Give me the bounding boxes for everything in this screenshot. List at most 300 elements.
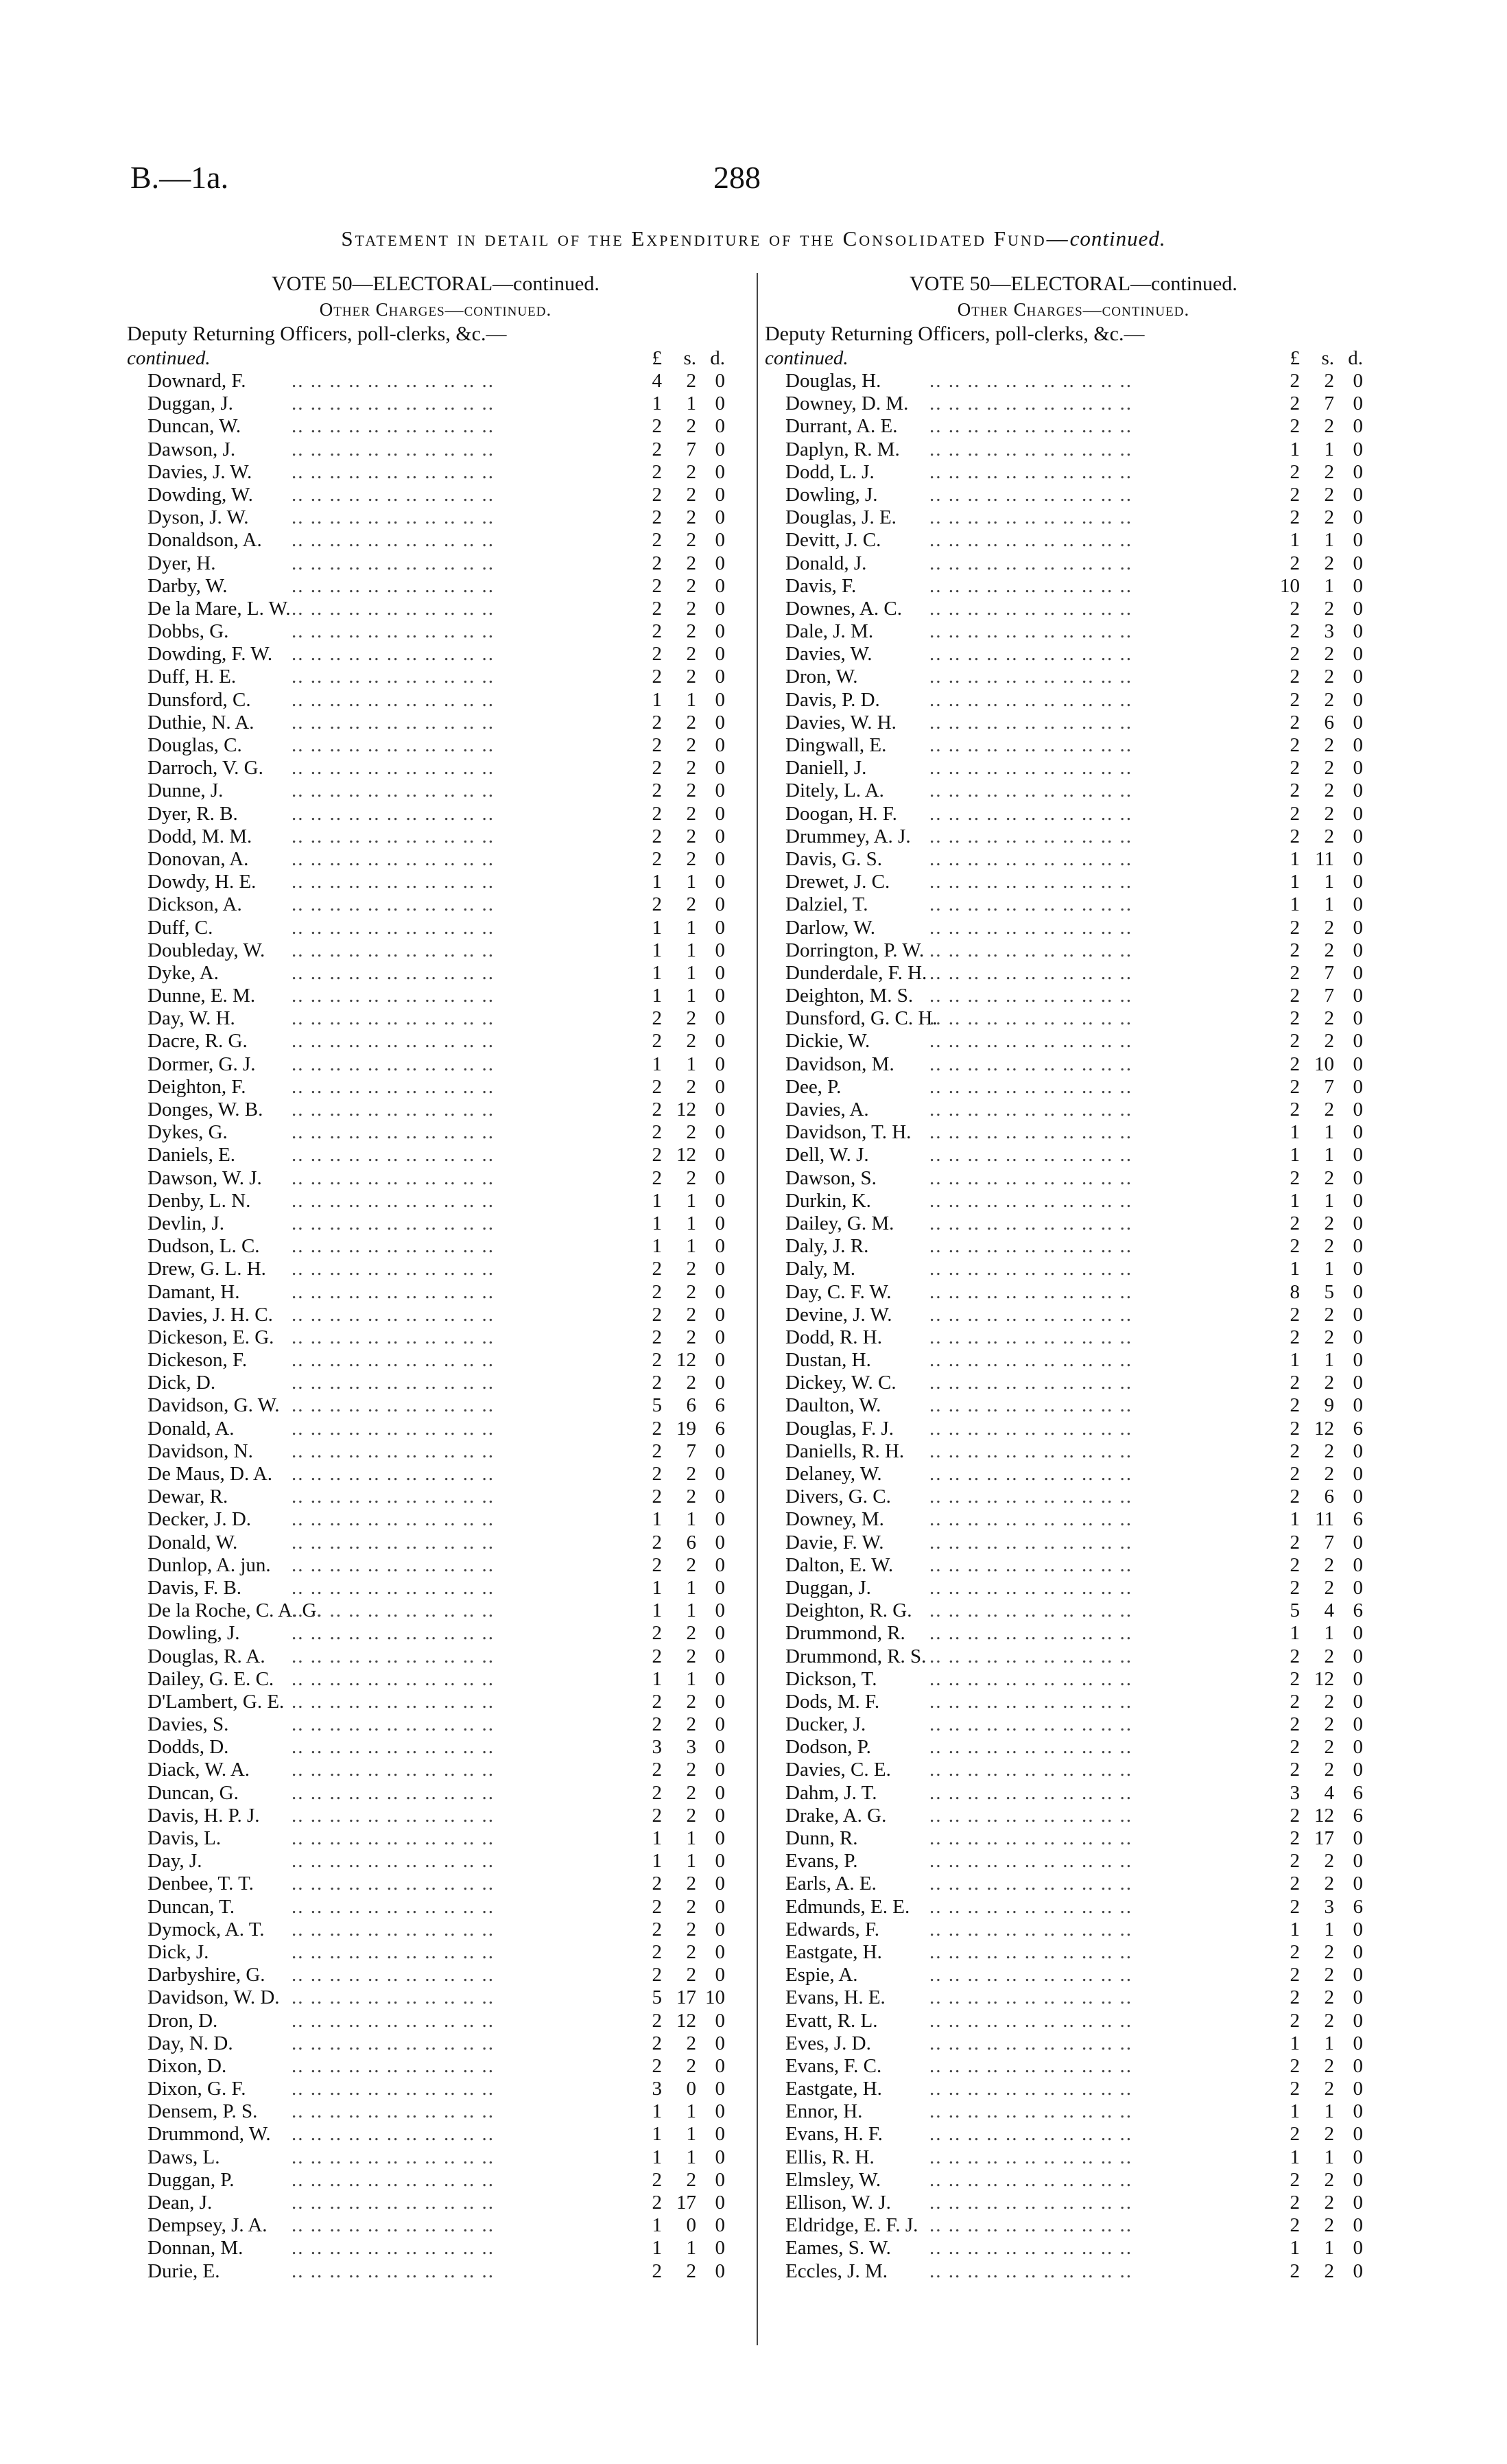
- pounds-cell: 2: [652, 1030, 662, 1053]
- pence-cell: 0: [715, 415, 725, 438]
- pence-cell: 0: [715, 779, 725, 802]
- table-row: [765, 1212, 1382, 1235]
- table-row: [765, 1167, 1382, 1190]
- shillings-cell: 2: [686, 757, 696, 779]
- table-row: [127, 2055, 744, 2078]
- table-row: [765, 620, 1382, 643]
- pounds-cell: 2: [1290, 1372, 1300, 1394]
- shillings-cell: 2: [686, 1372, 696, 1394]
- pounds-cell: 1: [652, 1053, 662, 1075]
- pence-cell: 0: [1353, 460, 1363, 483]
- payee-name: Douglas, C.: [147, 734, 242, 756]
- table-row: [765, 1645, 1382, 1668]
- pounds-cell: 2: [1290, 2054, 1300, 2077]
- table-row: [127, 392, 744, 415]
- leader-dots: .. .. .. .. .. .. .. .. .. .. ..: [292, 1940, 495, 1963]
- leader-dots: .. .. .. .. .. .. .. .. .. .. ..: [929, 460, 1132, 483]
- shillings-cell: 2: [686, 2032, 696, 2054]
- pounds-cell: 2: [652, 1121, 662, 1144]
- pounds-cell: 1: [652, 2214, 662, 2237]
- leader-dots: .. .. .. .. .. .. .. .. .. .. ..: [292, 1599, 495, 1622]
- leader-dots: .. .. .. .. .. .. .. .. .. .. ..: [292, 1280, 495, 1303]
- leader-dots: .. .. .. .. .. .. .. .. .. .. ..: [929, 779, 1132, 802]
- table-row: [127, 1508, 744, 1531]
- leader-dots: .. .. .. .. .. .. .. .. .. .. ..: [929, 415, 1132, 438]
- table-row: [127, 620, 744, 643]
- table-row: [765, 1782, 1382, 1805]
- table-row: [765, 1394, 1382, 1417]
- shillings-cell: 1: [1324, 2032, 1334, 2054]
- leader-dots: .. .. .. .. .. .. .. .. .. .. ..: [292, 939, 495, 961]
- shillings-cell: 2: [1324, 1303, 1334, 1326]
- pounds-cell: 2: [652, 1099, 662, 1120]
- pounds-cell: 2: [1290, 1166, 1300, 1189]
- pounds-cell: 2: [1290, 939, 1300, 961]
- leader-dots: .. .. .. .. .. .. .. .. .. .. ..: [929, 1713, 1132, 1736]
- pounds-cell: 2: [1290, 1326, 1300, 1348]
- pence-cell: 0: [1353, 847, 1363, 870]
- leader-dots: .. .. .. .. .. .. .. .. .. .. ..: [292, 1030, 495, 1053]
- table-row: [127, 1486, 744, 1508]
- pence-cell: 0: [715, 1280, 725, 1303]
- table-row: [765, 1440, 1382, 1463]
- table-row: [127, 2032, 744, 2055]
- leader-dots: .. .. .. .. .. .. .. .. .. .. ..: [929, 1759, 1132, 1781]
- pence-cell: 0: [1353, 1827, 1363, 1849]
- leader-dots: .. .. .. .. .. .. .. .. .. .. ..: [292, 1486, 495, 1508]
- pence-cell: 0: [715, 1850, 725, 1873]
- pence-cell: 0: [715, 1622, 725, 1645]
- pounds-cell: 1: [652, 1189, 662, 1212]
- pence-cell: 0: [1353, 1850, 1363, 1873]
- pounds-cell: 2: [1290, 1486, 1300, 1508]
- pounds-cell: 1: [652, 939, 662, 961]
- leader-dots: .. .. .. .. .. .. .. .. .. .. ..: [929, 2009, 1132, 2032]
- shillings-cell: 2: [1324, 1736, 1334, 1759]
- leader-dots: .. .. .. .. .. .. .. .. .. .. ..: [929, 916, 1132, 939]
- pounds-cell: 2: [652, 734, 662, 756]
- pence-cell: 0: [715, 1918, 725, 1940]
- shillings-cell: 6: [686, 1394, 696, 1417]
- leader-dots: .. .. .. .. .. .. .. .. .. .. ..: [929, 620, 1132, 643]
- pounds-cell: 2: [1290, 1895, 1300, 1918]
- payee-name: Dawson, S.: [785, 1166, 877, 1189]
- table-row: [127, 1304, 744, 1326]
- payee-name: Davies, J. W.: [147, 460, 252, 483]
- pence-cell: 0: [715, 916, 725, 939]
- pounds-cell: 1: [1290, 2237, 1300, 2260]
- pence-cell: 6: [1353, 1895, 1363, 1918]
- title-suffix: continued.: [1069, 226, 1166, 250]
- pounds-cell: 2: [652, 438, 662, 460]
- payee-name: Eldridge, E. F. J.: [785, 2214, 918, 2237]
- leader-dots: .. .. .. .. .. .. .. .. .. .. ..: [292, 2237, 495, 2260]
- payee-name: Duthie, N. A.: [147, 711, 254, 734]
- pounds-cell: 2: [652, 2009, 662, 2032]
- payee-name: Downey, D. M.: [785, 392, 909, 415]
- table-row: [127, 1167, 744, 1190]
- table-row: [127, 461, 744, 484]
- shillings-cell: 2: [686, 1895, 696, 1918]
- table-row: [765, 2146, 1382, 2169]
- pence-cell: 0: [715, 757, 725, 779]
- leader-dots: .. .. .. .. .. .. .. .. .. .. ..: [292, 1463, 495, 1485]
- page-number: 288: [713, 160, 761, 195]
- payee-name: Dorrington, P. W.: [785, 939, 925, 961]
- payee-name: Deighton, M. S.: [785, 985, 914, 1007]
- table-row: [765, 1873, 1382, 1895]
- shillings-cell: 2: [1324, 1690, 1334, 1713]
- shillings-cell: 2: [686, 597, 696, 620]
- leader-dots: .. .. .. .. .. .. .. .. .. .. ..: [292, 1759, 495, 1781]
- pounds-cell: 2: [1290, 1964, 1300, 1986]
- pence-cell: 0: [1353, 2054, 1363, 2077]
- table-row: [765, 1622, 1382, 1645]
- pence-cell: 0: [715, 483, 725, 506]
- shillings-cell: 6: [686, 1531, 696, 1553]
- leader-dots: .. .. .. .. .. .. .. .. .. .. ..: [292, 574, 495, 597]
- leader-dots: .. .. .. .. .. .. .. .. .. .. ..: [292, 2123, 495, 2146]
- leader-dots: .. .. .. .. .. .. .. .. .. .. ..: [292, 916, 495, 939]
- pounds-cell: 1: [652, 2146, 662, 2168]
- payee-name: Doubleday, W.: [147, 939, 265, 961]
- leader-dots: .. .. .. .. .. .. .. .. .. .. ..: [292, 1850, 495, 1873]
- pounds-cell: 2: [1290, 1759, 1300, 1781]
- pence-cell: 0: [715, 2054, 725, 2077]
- leader-dots: .. .. .. .. .. .. .. .. .. .. ..: [292, 985, 495, 1007]
- payee-name: Davidson, T. H.: [785, 1121, 912, 1144]
- payee-name: Durkin, K.: [785, 1189, 871, 1212]
- table-row: [765, 1827, 1382, 1850]
- pounds-cell: 2: [1290, 1030, 1300, 1053]
- pence-cell: 0: [1353, 871, 1363, 893]
- payee-name: Dyer, H.: [147, 552, 216, 574]
- payee-name: Drummond, R. S.: [785, 1645, 927, 1667]
- leader-dots: .. .. .. .. .. .. .. .. .. .. ..: [929, 2123, 1132, 2146]
- table-row: [127, 1076, 744, 1099]
- pence-cell: 6: [715, 1394, 725, 1417]
- payee-name: Donald, A.: [147, 1417, 235, 1440]
- shillings-cell: 9: [1324, 1394, 1334, 1417]
- shillings-cell: 2: [686, 1964, 696, 1986]
- pounds-cell: 2: [652, 2054, 662, 2077]
- payee-name: Dailey, G. M.: [785, 1212, 894, 1234]
- pounds-cell: 2: [1290, 2260, 1300, 2282]
- document-title: [0, 226, 1507, 251]
- pounds-cell: 2: [652, 757, 662, 779]
- shillings-cell: 2: [1324, 597, 1334, 620]
- shillings-cell: 2: [686, 1781, 696, 1804]
- pence-cell: 0: [715, 893, 725, 916]
- pounds-cell: 2: [1290, 1075, 1300, 1098]
- pounds-header: £: [1290, 347, 1300, 369]
- leader-dots: .. .. .. .. .. .. .. .. .. .. ..: [929, 1827, 1132, 1849]
- left-column: [127, 271, 744, 2283]
- pence-cell: 0: [715, 1895, 725, 1918]
- pounds-cell: 2: [652, 1531, 662, 1553]
- shillings-cell: 2: [1324, 779, 1334, 802]
- pounds-cell: 2: [1290, 1804, 1300, 1827]
- pounds-cell: 2: [1290, 460, 1300, 483]
- shillings-cell: 2: [686, 1075, 696, 1098]
- vote-heading: VOTE 50—ELECTORAL—continued.: [272, 272, 600, 295]
- leader-dots: .. .. .. .. .. .. .. .. .. .. ..: [929, 1326, 1132, 1348]
- pounds-cell: 2: [1290, 2123, 1300, 2146]
- pounds-cell: 2: [1290, 916, 1300, 939]
- shillings-cell: 12: [676, 2009, 696, 2032]
- payee-name: Dykes, G.: [147, 1121, 228, 1144]
- pence-cell: 0: [1353, 1440, 1363, 1462]
- payee-name: Dawson, J.: [147, 438, 236, 460]
- pence-cell: 0: [1353, 1053, 1363, 1075]
- pounds-cell: 2: [1290, 2192, 1300, 2214]
- table-row: [127, 1964, 744, 1986]
- payee-name: Edmunds, E. E.: [785, 1895, 910, 1918]
- pence-cell: 0: [1353, 1986, 1363, 2009]
- table-row: [765, 2078, 1382, 2100]
- pounds-cell: 2: [652, 597, 662, 620]
- pence-cell: 0: [715, 2168, 725, 2191]
- table-row: [765, 1691, 1382, 1713]
- leader-dots: .. .. .. .. .. .. .. .. .. .. ..: [929, 1053, 1132, 1075]
- shillings-cell: 1: [686, 1235, 696, 1258]
- leader-dots: .. .. .. .. .. .. .. .. .. .. ..: [292, 871, 495, 893]
- payee-name: Dickie, W.: [785, 1030, 870, 1053]
- pounds-cell: 8: [1290, 1280, 1300, 1303]
- table-row: [127, 1099, 744, 1121]
- payee-name: Davidson, G. W.: [147, 1394, 280, 1417]
- shillings-cell: 1: [686, 939, 696, 961]
- pence-cell: 0: [715, 2237, 725, 2260]
- pounds-cell: 2: [652, 847, 662, 870]
- payee-name: Donges, W. B.: [147, 1099, 263, 1120]
- table-row: [765, 1235, 1382, 1258]
- table-row: [127, 757, 744, 779]
- pounds-cell: 2: [1290, 1850, 1300, 1873]
- leader-dots: .. .. .. .. .. .. .. .. .. .. ..: [929, 2237, 1132, 2260]
- leader-dots: .. .. .. .. .. .. .. .. .. .. ..: [929, 1690, 1132, 1713]
- shillings-cell: 1: [1324, 871, 1334, 893]
- shillings-cell: 2: [1324, 1940, 1334, 1963]
- pounds-cell: 2: [652, 415, 662, 438]
- pounds-cell: 2: [1290, 1212, 1300, 1234]
- pounds-cell: 1: [652, 2123, 662, 2146]
- table-row: [765, 2237, 1382, 2260]
- leader-dots: .. .. .. .. .. .. .. .. .. .. ..: [292, 1258, 495, 1280]
- shillings-cell: 2: [1324, 1850, 1334, 1873]
- shillings-cell: 1: [686, 985, 696, 1007]
- shillings-cell: 2: [1324, 1440, 1334, 1462]
- shillings-cell: 1: [686, 2237, 696, 2260]
- shillings-cell: 2: [686, 1303, 696, 1326]
- shillings-cell: 2: [1324, 2168, 1334, 2191]
- payee-name: Damant, H.: [147, 1280, 240, 1303]
- pence-cell: 0: [715, 574, 725, 597]
- pounds-cell: 2: [652, 1759, 662, 1781]
- pounds-cell: 2: [1290, 1007, 1300, 1030]
- pounds-cell: 2: [652, 2192, 662, 2214]
- table-row: [765, 1577, 1382, 1599]
- leader-dots: .. .. .. .. .. .. .. .. .. .. ..: [292, 1827, 495, 1849]
- shillings-cell: 0: [686, 2078, 696, 2100]
- leader-dots: .. .. .. .. .. .. .. .. .. .. ..: [292, 620, 495, 643]
- pounds-cell: 2: [652, 1645, 662, 1667]
- shillings-cell: 4: [1324, 1781, 1334, 1804]
- pounds-cell: 2: [1290, 620, 1300, 643]
- payee-name: Denbee, T. T.: [147, 1873, 254, 1895]
- pounds-cell: 2: [652, 779, 662, 802]
- shillings-cell: 17: [676, 1986, 696, 2009]
- shillings-cell: 2: [1324, 2260, 1334, 2282]
- pence-cell: 0: [1353, 802, 1363, 825]
- pounds-cell: 1: [1290, 1918, 1300, 1940]
- table-row: [127, 1896, 744, 1919]
- table-row: [127, 1599, 744, 1622]
- pence-cell: 0: [1353, 1030, 1363, 1053]
- leader-dots: .. .. .. .. .. .. .. .. .. .. ..: [929, 734, 1132, 756]
- payee-name: Dyke, A.: [147, 961, 219, 984]
- shillings-cell: 19: [676, 1417, 696, 1440]
- shillings-cell: 1: [686, 1212, 696, 1234]
- payee-name: Donaldson, A.: [147, 529, 262, 552]
- leader-dots: .. .. .. .. .. .. .. .. .. .. ..: [929, 1099, 1132, 1120]
- table-row: [765, 1007, 1382, 1030]
- shillings-cell: 7: [686, 438, 696, 460]
- pence-cell: 0: [715, 1940, 725, 1963]
- pounds-cell: 2: [652, 2168, 662, 2191]
- table-row: [765, 1599, 1382, 1622]
- pounds-cell: 2: [1290, 1576, 1300, 1599]
- payee-name: Dron, D.: [147, 2009, 218, 2032]
- shillings-cell: 1: [1324, 1622, 1334, 1645]
- shillings-cell: 2: [1324, 734, 1334, 756]
- payee-name: Dunlop, A. jun.: [147, 1553, 271, 1576]
- shillings-cell: 2: [1324, 1099, 1334, 1120]
- shillings-cell: 2: [686, 2054, 696, 2077]
- payee-name: Darbyshire, G.: [147, 1964, 265, 1986]
- pence-cell: 0: [1353, 1713, 1363, 1736]
- leader-dots: .. .. .. .. .. .. .. .. .. .. ..: [929, 939, 1132, 961]
- pence-cell: 0: [1353, 1964, 1363, 1986]
- shillings-cell: 2: [686, 483, 696, 506]
- leader-dots: .. .. .. .. .. .. .. .. .. .. ..: [929, 1372, 1132, 1394]
- table-row: [127, 1919, 744, 1941]
- shillings-cell: 1: [686, 2123, 696, 2146]
- leader-dots: .. .. .. .. .. .. .. .. .. .. ..: [292, 893, 495, 916]
- pence-cell: 0: [715, 1189, 725, 1212]
- pounds-cell: 10: [1280, 574, 1300, 597]
- shillings-cell: 1: [686, 688, 696, 711]
- pounds-cell: 2: [1290, 1417, 1300, 1440]
- pounds-cell: 2: [652, 1781, 662, 1804]
- leader-dots: .. .. .. .. .. .. .. .. .. .. ..: [292, 1804, 495, 1827]
- shillings-cell: 2: [686, 1121, 696, 1144]
- table-row: [127, 779, 744, 802]
- leader-dots: .. .. .. .. .. .. .. .. .. .. ..: [292, 2260, 495, 2282]
- payee-name: Duff, C.: [147, 916, 213, 939]
- leader-dots: .. .. .. .. .. .. .. .. .. .. ..: [929, 893, 1132, 916]
- shillings-cell: 12: [676, 1349, 696, 1372]
- payee-name: De la Roche, C. A. G.: [147, 1599, 322, 1622]
- shillings-cell: 1: [686, 1850, 696, 1873]
- continued-label: continued.: [765, 347, 849, 369]
- shillings-cell: 1: [1324, 529, 1334, 552]
- pounds-cell: 2: [1290, 1873, 1300, 1895]
- pence-cell: 0: [1353, 1099, 1363, 1120]
- pence-cell: 0: [1353, 2123, 1363, 2146]
- table-row: [127, 1713, 744, 1736]
- pence-cell: 0: [715, 1873, 725, 1895]
- shillings-cell: 2: [1324, 2054, 1334, 2077]
- pence-cell: 0: [715, 620, 725, 643]
- table-row: [765, 1281, 1382, 1304]
- leader-dots: .. .. .. .. .. .. .. .. .. .. ..: [292, 1326, 495, 1348]
- shillings-cell: 1: [686, 1576, 696, 1599]
- shillings-cell: 2: [686, 2260, 696, 2282]
- pence-cell: 0: [1353, 1144, 1363, 1166]
- leader-dots: .. .. .. .. .. .. .. .. .. .. ..: [292, 1667, 495, 1690]
- shillings-cell: 2: [686, 1326, 696, 1348]
- table-row: [127, 2237, 744, 2260]
- shillings-cell: 2: [686, 711, 696, 734]
- shillings-cell: 2: [1324, 506, 1334, 529]
- table-row: [127, 575, 744, 598]
- table-row: [765, 2260, 1382, 2283]
- payee-name: Ellison, W. J.: [785, 2192, 891, 2214]
- payee-name: Duncan, G.: [147, 1781, 239, 1804]
- table-row: [765, 1099, 1382, 1121]
- payee-name: Davis, F.: [785, 574, 857, 597]
- leader-dots: .. .. .. .. .. .. .. .. .. .. ..: [292, 1121, 495, 1144]
- pounds-cell: 3: [652, 1736, 662, 1759]
- shillings-cell: 7: [1324, 1531, 1334, 1553]
- pence-cell: 0: [1353, 597, 1363, 620]
- pounds-cell: 2: [652, 1303, 662, 1326]
- pence-cell: 0: [715, 1827, 725, 1849]
- payee-name: Daws, L.: [147, 2146, 220, 2168]
- payee-name: Edwards, F.: [785, 1918, 880, 1940]
- payee-name: Dawson, W. J.: [147, 1166, 262, 1189]
- payee-name: Dowdy, H. E.: [147, 871, 257, 893]
- table-row: [127, 552, 744, 575]
- pence-cell: 0: [715, 1486, 725, 1508]
- payee-name: Donovan, A.: [147, 847, 249, 870]
- shillings-cell: 2: [1324, 1986, 1334, 2009]
- pence-cell: 0: [1353, 893, 1363, 916]
- shillings-cell: 17: [676, 2192, 696, 2214]
- leader-dots: .. .. .. .. .. .. .. .. .. .. ..: [929, 529, 1132, 552]
- leader-dots: .. .. .. .. .. .. .. .. .. .. ..: [929, 2032, 1132, 2054]
- pence-cell: 0: [1353, 2237, 1363, 2260]
- pence-cell: 0: [1353, 825, 1363, 847]
- table-row: [127, 2078, 744, 2100]
- pounds-cell: 1: [652, 961, 662, 984]
- pence-cell: 0: [1353, 1531, 1363, 1553]
- shillings-cell: 2: [686, 1713, 696, 1736]
- table-row: [127, 484, 744, 506]
- pounds-cell: 1: [1290, 438, 1300, 460]
- leader-dots: .. .. .. .. .. .. .. .. .. .. ..: [292, 1531, 495, 1553]
- leader-dots: .. .. .. .. .. .. .. .. .. .. ..: [292, 2100, 495, 2123]
- payee-name: Darlow, W.: [785, 916, 876, 939]
- pence-cell: 0: [1353, 711, 1363, 734]
- table-row: [765, 1190, 1382, 1212]
- shillings-cell: 2: [686, 552, 696, 574]
- leader-dots: .. .. .. .. .. .. .. .. .. .. ..: [929, 1599, 1132, 1622]
- pounds-cell: 1: [1290, 871, 1300, 893]
- pounds-cell: 2: [1290, 757, 1300, 779]
- payee-name: Dunne, E. M.: [147, 985, 256, 1007]
